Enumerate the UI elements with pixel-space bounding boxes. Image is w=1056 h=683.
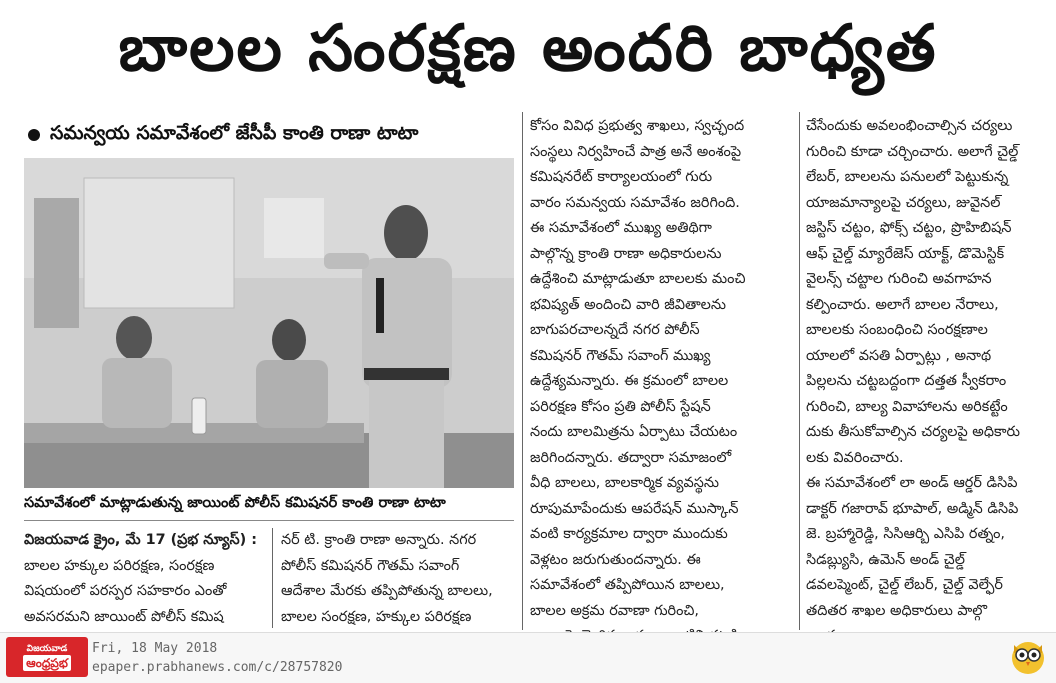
- logo-masthead: ఆంధ్రప్రభ: [23, 655, 71, 671]
- logo-edition: విజయవాడ: [26, 643, 68, 654]
- edition-date: Fri, 18 May 2018: [92, 641, 218, 656]
- article-line: బాలలకు సంబంధించి సంరక్షణాల: [806, 322, 988, 338]
- article-line: విషయంలో పరస్పర సహకారం ఎంతో: [24, 583, 227, 599]
- article-line: లేబర్, బాలలను పనులలో పెట్టుకున్న: [806, 169, 1009, 185]
- column-divider: [272, 528, 273, 628]
- article-col-2: [281, 528, 515, 630]
- article-line: నర్ టి. క్రాంతి రాణా అన్నారు. నగర: [281, 532, 477, 548]
- article-line: దుకు తీసుకోవాల్సిన చర్యలపై అధికారు: [806, 424, 1020, 440]
- subheadline: [28, 118, 418, 152]
- headline: బాలల సంరక్షణ అందరి బాధ్యత: [118, 11, 938, 86]
- article-line: ఉద్దేశ్యమన్నారు. ఈ క్రమంలో బాలల: [530, 373, 729, 389]
- article-line: జె. బ్రహ్మారెడ్డి, సిసిఆర్బి ఎసిపి రత్నం,: [806, 526, 1005, 542]
- article-line: వైలన్స్ చట్టాల గురించి అవగాహన: [806, 271, 992, 287]
- article-line: తదితర శాఖల అధికారులు పాల్గొ: [806, 602, 988, 619]
- bullet-icon: [28, 129, 40, 141]
- article-col-3: [530, 114, 792, 650]
- article-line: చేసేందుకు అవలంభించాల్సిన చర్యలు: [806, 118, 1013, 134]
- article-line: వారం సమన్వయ సమావేశం జరిగింది.: [530, 194, 740, 211]
- article-line: బాలల సంరక్షణ, హక్కుల పరిరక్షణ: [281, 608, 472, 625]
- article-line: విజయవాడ క్రైం, మే 17 (ప్రభ న్యూస్) :: [24, 532, 257, 548]
- article-line: డాక్టర్ గజారావ్ భూపాల్, అడ్మిన్ డిసిపి: [806, 500, 1019, 517]
- andhraprabha-logo[interactable]: [6, 637, 88, 677]
- article-line: రూపుమాపేందుకు ఆపరేషన్ ముస్కాన్: [530, 500, 739, 517]
- article-line: గురించి, బాల్య వివాహాలను అరికట్టేం: [806, 398, 1008, 415]
- article-line: పిల్లలను చట్టబద్దంగా దత్తత స్వీకరాం: [806, 373, 1007, 389]
- article-line: నందు బాలమిత్రను ఏర్పాటు చేయటం: [530, 424, 738, 440]
- article-line: యాజమాన్యాలపై చర్యలు, జువైనల్: [806, 194, 1001, 211]
- article-line: యాలలో వసతి ఏర్పాట్లు , అనాథ: [806, 347, 992, 364]
- article-col-4: [806, 114, 1048, 650]
- article-line: సమావేశంలో తప్పిపోయిన బాలలు,: [530, 577, 725, 593]
- article-line: బాలల హక్కుల పరిరక్షణ, సంరక్షణ: [24, 557, 215, 574]
- epaper-url[interactable]: epaper.prabhanews.com/c/28757820: [92, 660, 343, 675]
- article-line: లకు వివరించారు.: [806, 449, 904, 466]
- article-line: పోలీస్ కమిషనర్ గౌతమ్ సవాంగ్: [281, 557, 460, 574]
- article-line: ఈ సమావేశంలో ముఖ్య అతిథిగా: [530, 220, 712, 236]
- article-line: కమిషనరేట్ కార్యాలయంలో గురు: [530, 169, 713, 185]
- article-line: జరిగిందన్నారు. తద్వారా సమాజంలో: [530, 449, 732, 466]
- photo-illustration: [24, 158, 514, 488]
- article-line: జస్టిస్ చట్టం, ఫోక్స్ చట్టం, ప్రొహిబిషన్: [806, 220, 1012, 236]
- article-line: డవలప్మెంట్, చైల్డ్ లేబర్, చైల్డ్ వెల్ఫేర్: [806, 577, 1003, 593]
- epaper-footer: [0, 632, 1056, 683]
- subheadline-text: సమన్వయ సమావేశంలో జేసీపీ కాంతి రాణా టాటా: [50, 121, 419, 144]
- article-line: పరిరక్షణ కోసం ప్రతి పోలీస్ స్టేషన్: [530, 398, 711, 415]
- owl-icon[interactable]: [1010, 637, 1046, 675]
- column-divider: [799, 112, 800, 630]
- article-line: భవిష్యత్ అందించి వారి జీవితాలను: [530, 296, 726, 313]
- article-line: ఆదేశాల మేరకు తప్పిపోతున్న బాలలు,: [281, 583, 493, 599]
- footer-meta: [92, 639, 342, 677]
- article-line: అవసరమని జాయింట్ పోలీస్ కమిష: [24, 608, 224, 625]
- article-line: ఉద్దేశించి మాట్లాడుతూ బాలలకు మంచి: [530, 271, 746, 287]
- article-line: వంటి కార్యక్రమాల ద్వారా ముందుకు: [530, 526, 728, 542]
- article-line: సిడబ్ల్యుసి, ఉమెన్ అండ్ చైల్డ్: [806, 551, 965, 568]
- article-line: వీధి బాలలు, బాలకార్మిక వ్యవస్థను: [530, 475, 719, 491]
- article-line: పాల్గొన్న క్రాంతి రాణా అధికారులను: [530, 245, 722, 262]
- article-line: బాగుపరచాలన్నదే నగర పోలీస్: [530, 322, 700, 338]
- article-line: కమిషనర్ గౌతమ్ సవాంగ్ ముఖ్య: [530, 347, 711, 364]
- article-line: బాలల అక్రమ రవాణా గురించి,: [530, 602, 699, 619]
- article-line: ఈ సమావేశంలో లా అండ్ ఆర్డర్ డిసిపి: [806, 475, 1018, 491]
- article-line: ఆఫ్ చైల్డ్ మ్యారేజెస్ యాక్ట్, డొమెస్టిక్: [806, 245, 1005, 262]
- news-photo: [24, 158, 514, 488]
- article-col-1: [24, 528, 269, 630]
- article-line: కోసం వివిధ ప్రభుత్వ శాఖలు, స్వచ్ఛంద: [530, 118, 745, 134]
- article-line: సంస్థలు నిర్వహించే పాత్ర అనే అంశంపై: [530, 143, 742, 160]
- column-divider: [522, 112, 523, 630]
- article-line: వెళ్లటం జరుగుతుందన్నారు. ఈ: [530, 551, 701, 568]
- article-line: కల్పించారు. అలాగే బాలల నేరాలు,: [806, 296, 999, 313]
- photo-caption: సమావేశంలో మాట్లాడుతున్న జాయింట్ పోలీస్ కమిషనర్ కాంతి రాణా టాటా: [24, 490, 514, 521]
- article-line: గురించి కూడా చర్చించారు. అలాగే చైల్డ్: [806, 143, 1019, 160]
